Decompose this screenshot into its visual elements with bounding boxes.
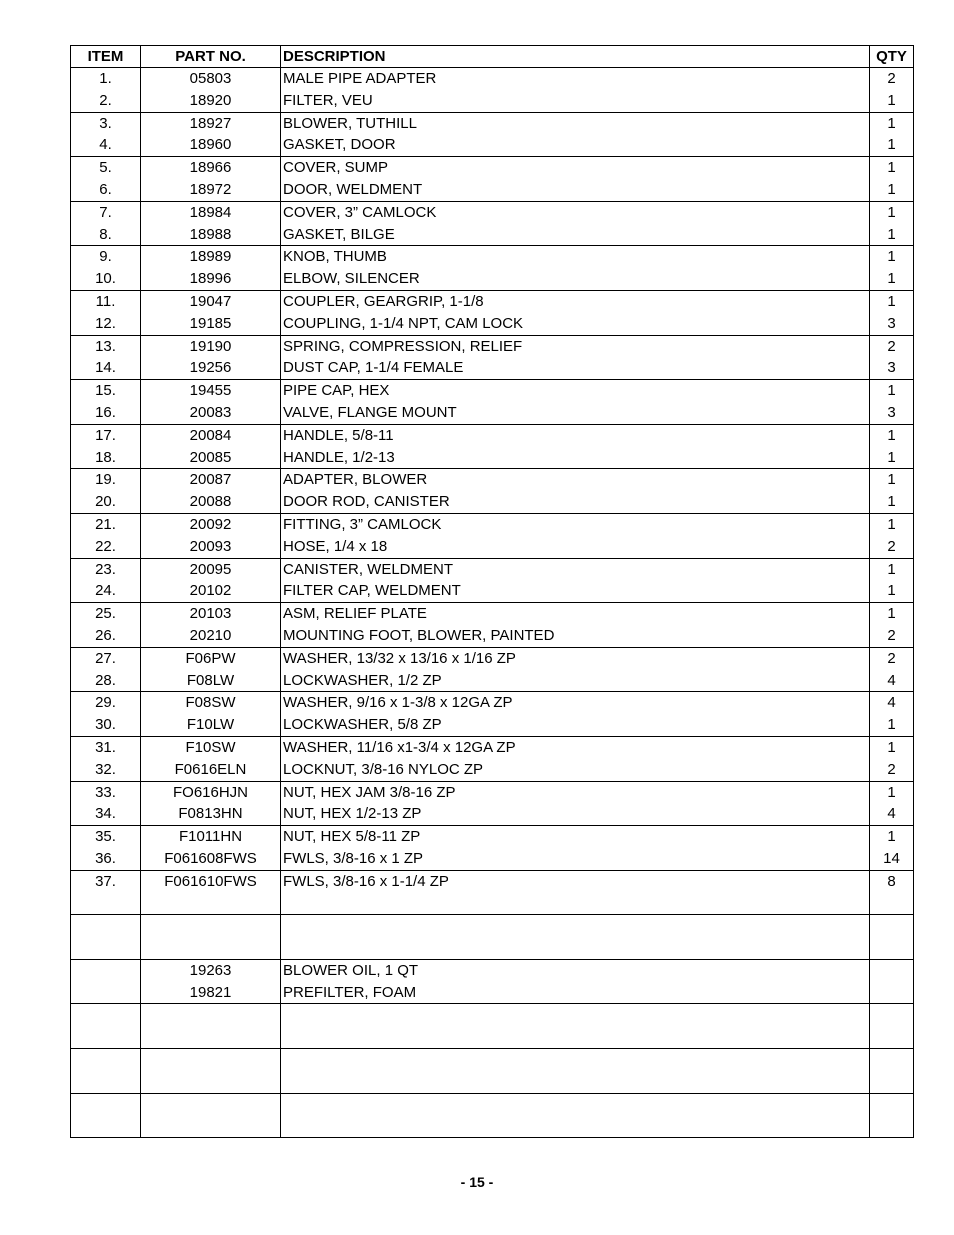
part-number-cell: 18989 xyxy=(141,246,281,268)
table-row xyxy=(71,558,914,580)
description-cell: VALVE, FLANGE MOUNT xyxy=(281,402,870,424)
item-cell: 34. xyxy=(71,803,141,825)
table-row xyxy=(71,157,914,179)
table-row xyxy=(71,402,914,424)
item-cell: 31. xyxy=(71,736,141,758)
item-cell: 14. xyxy=(71,357,141,379)
description-cell: DOOR, WELDMENT xyxy=(281,179,870,201)
part-number-cell: F06PW xyxy=(141,647,281,669)
table-row xyxy=(71,803,914,825)
table-row xyxy=(71,580,914,602)
table-row xyxy=(71,112,914,134)
qty-cell xyxy=(870,892,914,914)
item-cell: 18. xyxy=(71,447,141,469)
item-cell: 17. xyxy=(71,424,141,446)
table-row xyxy=(71,290,914,312)
table-row xyxy=(71,424,914,446)
part-number-cell: 20087 xyxy=(141,469,281,491)
part-number-cell: F08SW xyxy=(141,692,281,714)
item-cell: 24. xyxy=(71,580,141,602)
parts-table xyxy=(70,45,914,1138)
description-cell: LOCKWASHER, 1/2 ZP xyxy=(281,670,870,692)
table-row xyxy=(71,870,914,892)
qty-cell: 1 xyxy=(870,580,914,602)
description-cell: DOOR ROD, CANISTER xyxy=(281,491,870,513)
table-row xyxy=(71,603,914,625)
item-cell xyxy=(71,982,141,1004)
description-cell: LOCKNUT, 3/8-16 NYLOC ZP xyxy=(281,759,870,781)
description-cell xyxy=(281,892,870,914)
table-row xyxy=(71,380,914,402)
qty-cell: 2 xyxy=(870,68,914,90)
qty-cell: 8 xyxy=(870,870,914,892)
part-number-cell: 05803 xyxy=(141,68,281,90)
table-row xyxy=(71,759,914,781)
part-number-cell: F0616ELN xyxy=(141,759,281,781)
item-cell: 7. xyxy=(71,201,141,223)
qty-cell: 3 xyxy=(870,357,914,379)
item-cell: 3. xyxy=(71,112,141,134)
description-cell: NUT, HEX 1/2-13 ZP xyxy=(281,803,870,825)
part-number-cell: F0813HN xyxy=(141,803,281,825)
part-number-cell: 20085 xyxy=(141,447,281,469)
description-cell: COUPLER, GEARGRIP, 1-1/8 xyxy=(281,290,870,312)
description-cell: COVER, 3” CAMLOCK xyxy=(281,201,870,223)
part-number-cell xyxy=(141,937,281,959)
description-cell: PIPE CAP, HEX xyxy=(281,380,870,402)
item-cell: 11. xyxy=(71,290,141,312)
table-row xyxy=(71,268,914,290)
part-number-cell xyxy=(141,915,281,937)
table-row xyxy=(71,90,914,112)
item-cell: 25. xyxy=(71,603,141,625)
item-cell xyxy=(71,959,141,981)
qty-cell: 1 xyxy=(870,447,914,469)
qty-cell: 1 xyxy=(870,469,914,491)
part-number-cell: F10SW xyxy=(141,736,281,758)
table-row xyxy=(71,781,914,803)
qty-cell: 4 xyxy=(870,803,914,825)
qty-cell xyxy=(870,1115,914,1137)
qty-cell: 1 xyxy=(870,224,914,246)
table-row xyxy=(71,68,914,90)
description-cell xyxy=(281,937,870,959)
page-number: - 15 - xyxy=(460,1174,494,1190)
qty-cell xyxy=(870,1093,914,1115)
qty-cell: 1 xyxy=(870,781,914,803)
table-row xyxy=(71,1093,914,1115)
part-number-cell: F061608FWS xyxy=(141,848,281,870)
part-number-cell xyxy=(141,1115,281,1137)
item-cell: 10. xyxy=(71,268,141,290)
description-cell: MOUNTING FOOT, BLOWER, PAINTED xyxy=(281,625,870,647)
part-number-cell: F061610FWS xyxy=(141,870,281,892)
qty-cell: 4 xyxy=(870,670,914,692)
description-cell: FILTER, VEU xyxy=(281,90,870,112)
item-cell: 26. xyxy=(71,625,141,647)
qty-cell: 1 xyxy=(870,513,914,535)
qty-cell: 2 xyxy=(870,536,914,558)
part-number-cell: F08LW xyxy=(141,670,281,692)
qty-cell: 1 xyxy=(870,90,914,112)
qty-cell: 1 xyxy=(870,179,914,201)
table-row xyxy=(71,513,914,535)
table-row xyxy=(71,1115,914,1137)
description-cell: KNOB, THUMB xyxy=(281,246,870,268)
part-number-cell: 18972 xyxy=(141,179,281,201)
item-cell: 19. xyxy=(71,469,141,491)
table-row xyxy=(71,1004,914,1026)
item-cell: 28. xyxy=(71,670,141,692)
table-row xyxy=(71,937,914,959)
item-cell: 5. xyxy=(71,157,141,179)
part-number-cell: 19256 xyxy=(141,357,281,379)
qty-cell: 1 xyxy=(870,826,914,848)
table-row xyxy=(71,915,914,937)
table-row xyxy=(71,714,914,736)
item-cell xyxy=(71,1049,141,1071)
part-number-cell: 18988 xyxy=(141,224,281,246)
description-cell xyxy=(281,915,870,937)
item-cell: 32. xyxy=(71,759,141,781)
table-row xyxy=(71,670,914,692)
description-cell: LOCKWASHER, 5/8 ZP xyxy=(281,714,870,736)
item-cell: 21. xyxy=(71,513,141,535)
qty-cell xyxy=(870,1049,914,1071)
description-cell: COUPLING, 1-1/4 NPT, CAM LOCK xyxy=(281,313,870,335)
table-row xyxy=(71,1026,914,1048)
description-cell: GASKET, DOOR xyxy=(281,134,870,156)
qty-cell: 4 xyxy=(870,692,914,714)
description-cell: ASM, RELIEF PLATE xyxy=(281,603,870,625)
item-cell: 6. xyxy=(71,179,141,201)
qty-cell: 2 xyxy=(870,759,914,781)
item-cell: 30. xyxy=(71,714,141,736)
part-number-cell: 19185 xyxy=(141,313,281,335)
table-row xyxy=(71,469,914,491)
table-row xyxy=(71,313,914,335)
part-number-cell xyxy=(141,1049,281,1071)
description-cell: DUST CAP, 1-1/4 FEMALE xyxy=(281,357,870,379)
table-row xyxy=(71,959,914,981)
part-number-cell: F1011HN xyxy=(141,826,281,848)
table-row xyxy=(71,625,914,647)
item-cell: 1. xyxy=(71,68,141,90)
table-row xyxy=(71,491,914,513)
description-cell xyxy=(281,1004,870,1026)
header-part-number: PART NO. xyxy=(141,46,281,68)
description-cell: MALE PIPE ADAPTER xyxy=(281,68,870,90)
part-number-cell: 18996 xyxy=(141,268,281,290)
table-row xyxy=(71,357,914,379)
description-cell: ADAPTER, BLOWER xyxy=(281,469,870,491)
qty-cell xyxy=(870,1026,914,1048)
qty-cell xyxy=(870,1004,914,1026)
qty-cell: 1 xyxy=(870,736,914,758)
description-cell xyxy=(281,1115,870,1137)
qty-cell: 1 xyxy=(870,603,914,625)
part-number-cell: 20088 xyxy=(141,491,281,513)
description-cell xyxy=(281,1093,870,1115)
item-cell xyxy=(71,892,141,914)
part-number-cell: FO616HJN xyxy=(141,781,281,803)
part-number-cell: 20092 xyxy=(141,513,281,535)
item-cell: 33. xyxy=(71,781,141,803)
header-item: ITEM xyxy=(71,46,141,68)
qty-cell: 1 xyxy=(870,714,914,736)
item-cell: 13. xyxy=(71,335,141,357)
table-row xyxy=(71,246,914,268)
item-cell xyxy=(71,915,141,937)
table-row xyxy=(71,536,914,558)
table-row xyxy=(71,692,914,714)
part-number-cell: 18920 xyxy=(141,90,281,112)
item-cell: 27. xyxy=(71,647,141,669)
part-number-cell: 18966 xyxy=(141,157,281,179)
table-row xyxy=(71,892,914,914)
part-number-cell: 19190 xyxy=(141,335,281,357)
qty-cell xyxy=(870,915,914,937)
part-number-cell: 20102 xyxy=(141,580,281,602)
description-cell xyxy=(281,1071,870,1093)
qty-cell xyxy=(870,959,914,981)
qty-cell: 1 xyxy=(870,112,914,134)
description-cell: WASHER, 9/16 x 1-3/8 x 12GA ZP xyxy=(281,692,870,714)
qty-cell: 1 xyxy=(870,246,914,268)
part-number-cell xyxy=(141,1071,281,1093)
part-number-cell: 20093 xyxy=(141,536,281,558)
qty-cell: 14 xyxy=(870,848,914,870)
description-cell: NUT, HEX 5/8-11 ZP xyxy=(281,826,870,848)
table-row xyxy=(71,201,914,223)
description-cell: FILTER CAP, WELDMENT xyxy=(281,580,870,602)
item-cell xyxy=(71,1093,141,1115)
qty-cell: 2 xyxy=(870,625,914,647)
qty-cell xyxy=(870,1071,914,1093)
item-cell xyxy=(71,937,141,959)
item-cell: 22. xyxy=(71,536,141,558)
item-cell: 9. xyxy=(71,246,141,268)
qty-cell: 1 xyxy=(870,558,914,580)
table-row xyxy=(71,982,914,1004)
part-number-cell xyxy=(141,1093,281,1115)
header-description: DESCRIPTION xyxy=(281,46,870,68)
table-row xyxy=(71,848,914,870)
item-cell xyxy=(71,1004,141,1026)
qty-cell: 1 xyxy=(870,134,914,156)
description-cell: COVER, SUMP xyxy=(281,157,870,179)
table-row xyxy=(71,736,914,758)
table-row xyxy=(71,134,914,156)
description-cell: HANDLE, 5/8-11 xyxy=(281,424,870,446)
description-cell: CANISTER, WELDMENT xyxy=(281,558,870,580)
qty-cell: 1 xyxy=(870,268,914,290)
item-cell: 20. xyxy=(71,491,141,513)
part-number-cell: 20103 xyxy=(141,603,281,625)
table-row xyxy=(71,1049,914,1071)
description-cell: FITTING, 3” CAMLOCK xyxy=(281,513,870,535)
item-cell xyxy=(71,1071,141,1093)
item-cell: 15. xyxy=(71,380,141,402)
part-number-cell: 20095 xyxy=(141,558,281,580)
item-cell: 2. xyxy=(71,90,141,112)
part-number-cell: 20210 xyxy=(141,625,281,647)
description-cell: SPRING, COMPRESSION, RELIEF xyxy=(281,335,870,357)
item-cell: 29. xyxy=(71,692,141,714)
item-cell: 37. xyxy=(71,870,141,892)
part-number-cell xyxy=(141,892,281,914)
description-cell: NUT, HEX JAM 3/8-16 ZP xyxy=(281,781,870,803)
table-row xyxy=(71,447,914,469)
description-cell xyxy=(281,1026,870,1048)
item-cell xyxy=(71,1115,141,1137)
table-row xyxy=(71,1071,914,1093)
item-cell: 35. xyxy=(71,826,141,848)
description-cell: FWLS, 3/8-16 x 1-1/4 ZP xyxy=(281,870,870,892)
part-number-cell: 19455 xyxy=(141,380,281,402)
qty-cell xyxy=(870,982,914,1004)
part-number-cell: 19821 xyxy=(141,982,281,1004)
description-cell: HOSE, 1/4 x 18 xyxy=(281,536,870,558)
item-cell: 23. xyxy=(71,558,141,580)
qty-cell: 2 xyxy=(870,647,914,669)
description-cell: GASKET, BILGE xyxy=(281,224,870,246)
item-cell: 12. xyxy=(71,313,141,335)
part-number-cell: 18984 xyxy=(141,201,281,223)
item-cell: 16. xyxy=(71,402,141,424)
part-number-cell: 19263 xyxy=(141,959,281,981)
qty-cell: 1 xyxy=(870,491,914,513)
header-qty: QTY xyxy=(870,46,914,68)
description-cell: WASHER, 11/16 x1-3/4 x 12GA ZP xyxy=(281,736,870,758)
qty-cell: 1 xyxy=(870,290,914,312)
part-number-cell: 20083 xyxy=(141,402,281,424)
qty-cell: 3 xyxy=(870,402,914,424)
description-cell: BLOWER, TUTHILL xyxy=(281,112,870,134)
description-cell: WASHER, 13/32 x 13/16 x 1/16 ZP xyxy=(281,647,870,669)
item-cell: 4. xyxy=(71,134,141,156)
item-cell: 8. xyxy=(71,224,141,246)
description-cell: HANDLE, 1/2-13 xyxy=(281,447,870,469)
part-number-cell: 20084 xyxy=(141,424,281,446)
table-row xyxy=(71,647,914,669)
part-number-cell: F10LW xyxy=(141,714,281,736)
part-number-cell xyxy=(141,1004,281,1026)
table-row xyxy=(71,826,914,848)
qty-cell: 3 xyxy=(870,313,914,335)
table-row xyxy=(71,179,914,201)
qty-cell: 1 xyxy=(870,424,914,446)
qty-cell: 1 xyxy=(870,201,914,223)
description-cell xyxy=(281,1049,870,1071)
description-cell: BLOWER OIL, 1 QT xyxy=(281,959,870,981)
part-number-cell: 18927 xyxy=(141,112,281,134)
part-number-cell xyxy=(141,1026,281,1048)
description-cell: PREFILTER, FOAM xyxy=(281,982,870,1004)
table-row xyxy=(71,224,914,246)
part-number-cell: 19047 xyxy=(141,290,281,312)
table-header-row xyxy=(71,46,914,68)
qty-cell: 1 xyxy=(870,380,914,402)
description-cell: ELBOW, SILENCER xyxy=(281,268,870,290)
part-number-cell: 18960 xyxy=(141,134,281,156)
qty-cell xyxy=(870,937,914,959)
table-row xyxy=(71,335,914,357)
description-cell: FWLS, 3/8-16 x 1 ZP xyxy=(281,848,870,870)
qty-cell: 1 xyxy=(870,157,914,179)
item-cell: 36. xyxy=(71,848,141,870)
item-cell xyxy=(71,1026,141,1048)
qty-cell: 2 xyxy=(870,335,914,357)
